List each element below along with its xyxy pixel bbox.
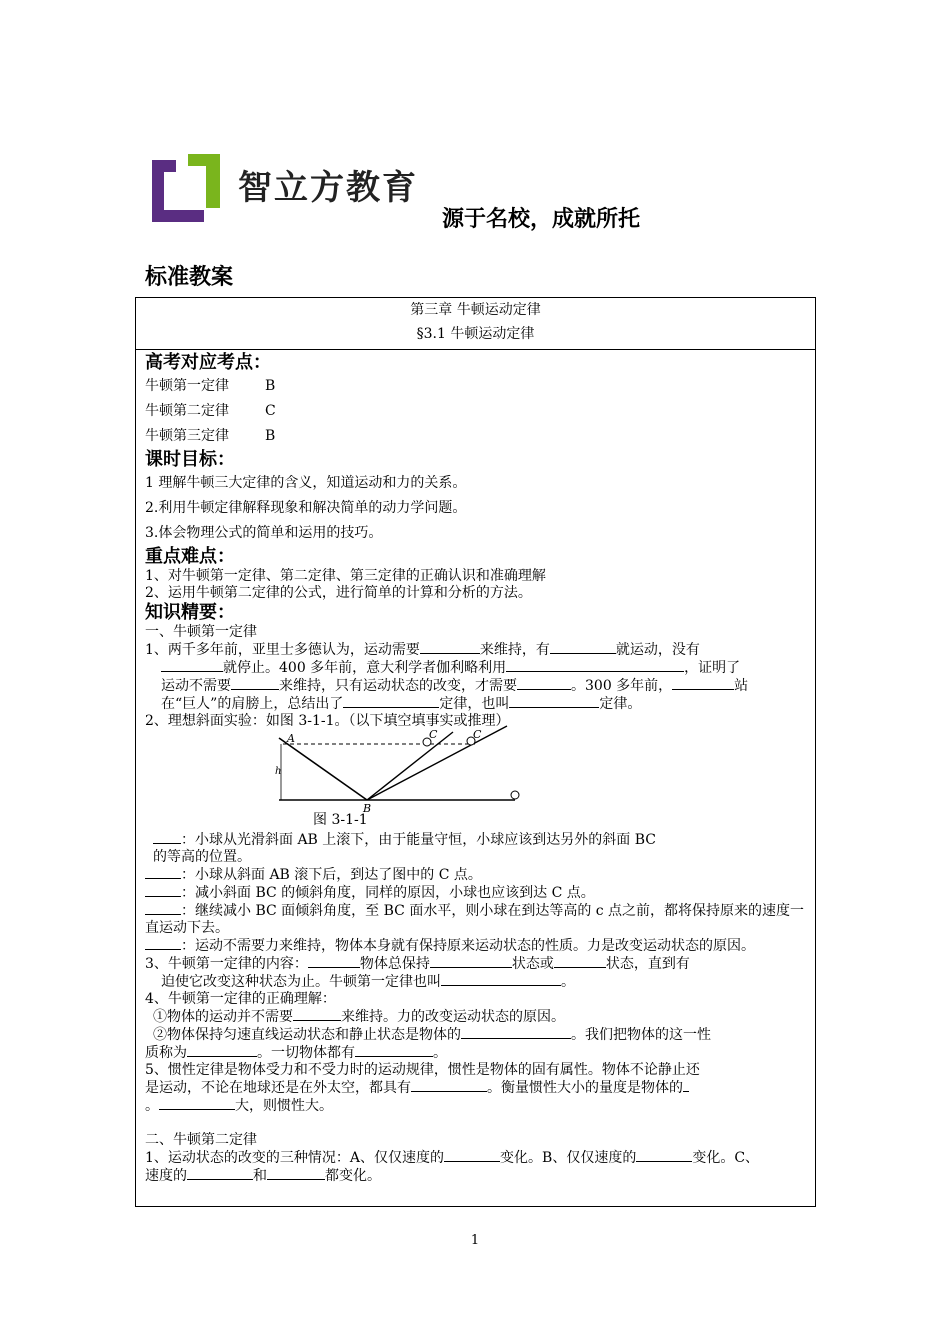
title-cell bbox=[136, 298, 815, 350]
paragraph-1: 1、两千多年前，亚里士多德认为，运动需要 来维持，有 就运动，没有 bbox=[145, 642, 700, 658]
key-point-item: 2、运用牛顿第二定律的公式，进行简单的计算和分析的方法。 bbox=[145, 585, 532, 601]
paragraph-4-item: ②物体保持匀速直线运动状态和静止状态是物体的 。我们把物体的这一性 bbox=[153, 1027, 711, 1043]
paragraph-3: 3、牛顿第一定律的内容： 物体总保持 状态或 状态，直到有 bbox=[145, 956, 690, 972]
exam-point-grade: B bbox=[265, 378, 276, 394]
key-point-item: 1、对牛顿第一定律、第二定律、第三定律的正确认识和准确理解 bbox=[145, 568, 546, 584]
lesson-plan-table bbox=[135, 297, 816, 1207]
paragraph-4-item: ①物体的运动并不需要 来维持。力的改变运动状态的原因。 bbox=[153, 1009, 565, 1025]
label-h: h bbox=[275, 766, 282, 777]
experiment-step-cont: 的等高的位置。 bbox=[153, 849, 251, 865]
paragraph-4: 4、牛顿第一定律的正确理解： bbox=[145, 991, 336, 1007]
paragraph-2: 2、理想斜面实验：如图 3-1-1。（以下填空填事实或推理） bbox=[145, 713, 510, 729]
experiment-step: ：减小斜面 BC 的倾斜角度，同样的原因，小球也应该到达 C 点。 bbox=[145, 884, 807, 902]
experiment-step: ：运动不需要力来维持，物体本身就有保持原来运动状态的性质。力是改变运动状态的原因。 bbox=[145, 937, 807, 955]
goals-heading: 课时目标： bbox=[145, 449, 235, 470]
paragraph-1-cont: 运动不需要 来维持，只有运动状态的改变，才需要 。300 多年前， 站 bbox=[161, 678, 749, 694]
paragraph-3-cont: 迫使它改变这种状态为止。牛顿第一定律也叫 。 bbox=[161, 974, 575, 990]
chapter-title: 第三章 牛顿运动定律 bbox=[410, 302, 541, 318]
paragraph-5-cont: 是运动，不论在地球还是在外太空，都具有 。衡量惯性大小的量度是物体的 bbox=[145, 1079, 807, 1097]
experiment-step: ：继续减小 BC 面倾斜角度，至 BC 面水平，则小球在到达等高的 c 点之前，都将保持原来的速度一直运动下去。 bbox=[145, 903, 805, 936]
content-cell bbox=[136, 350, 815, 1185]
exam-point-name: 牛顿第二定律 bbox=[145, 403, 229, 419]
goal-item: 1 理解牛顿三大定律的含义，知道运动和力的关系。 bbox=[145, 475, 467, 491]
exam-point-row bbox=[145, 374, 807, 399]
exam-point-row bbox=[145, 399, 807, 424]
goal-item: 3.体会物理公式的简单和运用的技巧。 bbox=[145, 525, 383, 541]
paragraph-5: 5、惯性定律是物体受力和不受力时的运动规律，惯性是物体的固有属性。物体不论静止还 bbox=[145, 1062, 700, 1078]
spacer bbox=[145, 1115, 807, 1132]
section-1-title: 一、牛顿第一定律 bbox=[145, 624, 257, 640]
label-c2: C bbox=[473, 728, 482, 741]
label-a: A bbox=[287, 732, 295, 745]
section-2-paragraph: 1、运动状态的改变的三种情况：A、仅仅速度的 变化。B、仅仅速度的 变化。C、 bbox=[145, 1150, 760, 1166]
exam-point-name: 牛顿第一定律 bbox=[145, 378, 229, 394]
page-number: 1 bbox=[470, 1233, 480, 1248]
goal-item: 2.利用牛顿定律解释现象和解决简单的动力学问题。 bbox=[145, 500, 467, 516]
label-b: B bbox=[363, 802, 372, 815]
label-c1: C bbox=[429, 728, 438, 741]
brand-name: 智立方教育 bbox=[238, 168, 418, 208]
slogan: 源于名校，成就所托 bbox=[442, 207, 641, 232]
key-points-heading: 重点难点： bbox=[145, 546, 235, 567]
exam-points-heading: 高考对应考点： bbox=[145, 352, 271, 373]
exam-point-row bbox=[145, 424, 807, 449]
knowledge-heading: 知识精要： bbox=[145, 602, 235, 623]
section-2-title: 二、牛顿第二定律 bbox=[145, 1132, 257, 1148]
exam-point-grade: B bbox=[265, 428, 276, 444]
document-type: 标准教案 bbox=[145, 265, 234, 290]
section-title: §3.1 牛顿运动定律 bbox=[416, 326, 535, 342]
section-2-paragraph-cont: 速度的 和 都变化。 bbox=[145, 1168, 381, 1184]
exam-point-grade: C bbox=[265, 403, 276, 419]
experiment-step: ：小球从光滑斜面 AB 上滚下，由于能量守恒，小球应该到达另外的斜面 BC bbox=[145, 831, 807, 849]
paragraph-4-item-cont: 质称为 。一切物体都有 。 bbox=[145, 1045, 447, 1061]
figure-caption: 图 3-1-1 bbox=[313, 812, 368, 828]
incline-experiment-diagram bbox=[275, 728, 545, 815]
exam-point-name: 牛顿第三定律 bbox=[145, 428, 229, 444]
paragraph-1-cont: 就停止。400 多年前，意大利学者伽利略利用 ，证明了 bbox=[145, 659, 807, 677]
paragraph-5-cont: 。 大，则惯性大。 bbox=[145, 1098, 333, 1114]
experiment-step: ：小球从斜面 AB 滚下后，到达了图中的 C 点。 bbox=[145, 866, 807, 884]
paragraph-1-cont: 在“巨人”的肩膀上，总结出了 定律，也叫 定律。 bbox=[161, 696, 642, 712]
